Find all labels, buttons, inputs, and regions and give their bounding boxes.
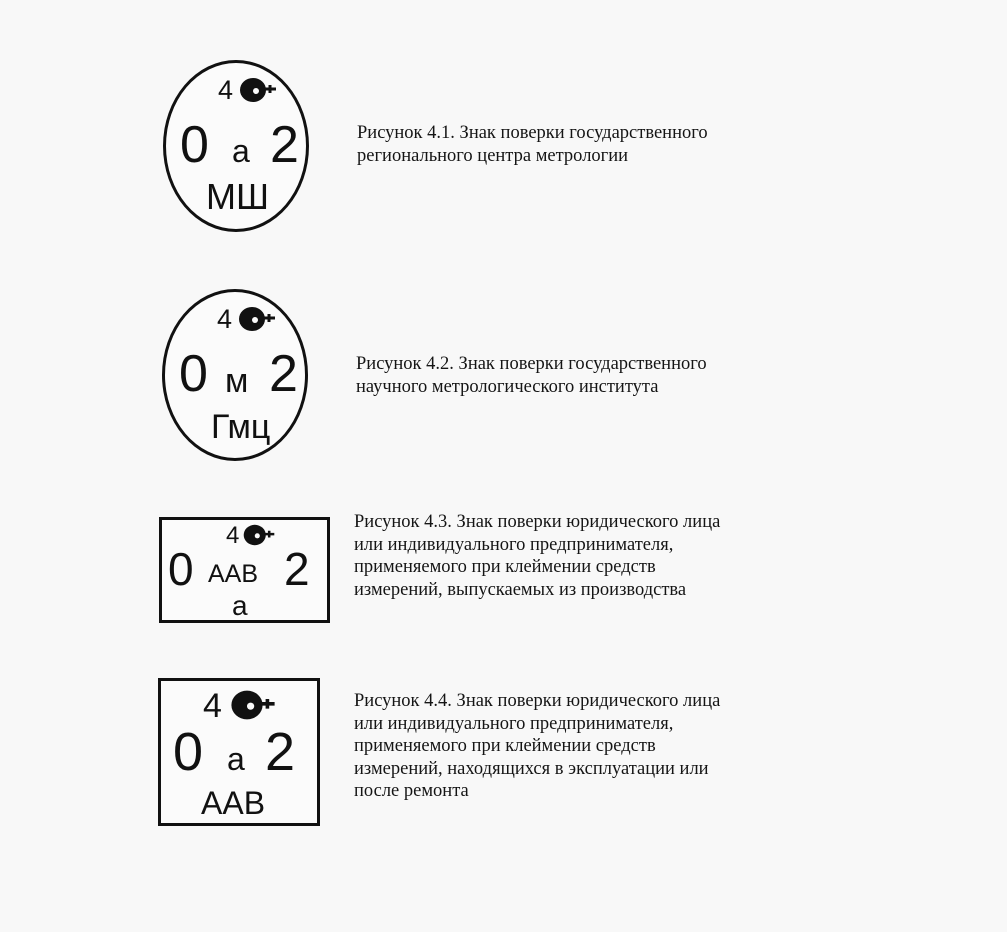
mark-digit-left: 0 (173, 722, 204, 782)
mark-digit-left: 0 (168, 543, 194, 595)
figure-caption-4-4 (354, 690, 720, 803)
mark-digit-right: 2 (284, 543, 310, 595)
mark-digit-right: 2 (270, 116, 299, 174)
caption-line: применяемого при клеймении средств (354, 557, 656, 577)
caption-line: измерений, находящихся в эксплуатации или (354, 758, 709, 779)
figure-caption-4-1 (357, 122, 708, 167)
caption-line: после ремонта (354, 781, 469, 801)
mark-digit-right: 2 (269, 345, 298, 403)
mark-code-bottom: ААВ (201, 785, 266, 821)
caption-line: применяемого при клеймении средств (354, 736, 656, 756)
verification-mark-circle-2 (162, 289, 308, 461)
caption-line: или индивидуального предпринимателя, (354, 713, 674, 734)
mark-letter-center: a (227, 741, 245, 777)
caption-line: Рисунок 4.3. Знак поверки юридического лица (354, 512, 721, 532)
mark-letter-center: м (225, 362, 249, 400)
mark-digit-top: 4 (226, 522, 240, 549)
verification-mark-rect-1 (159, 517, 330, 623)
mark-digit-left: 0 (179, 345, 208, 403)
figure-caption-4-2 (356, 353, 707, 398)
mark-code-bottom: МШ (206, 176, 269, 217)
mark-digit-left: 0 (180, 116, 209, 174)
mark-digit-right: 2 (265, 722, 296, 782)
mark-letter-bottom: a (232, 590, 248, 621)
seal-icon (242, 522, 276, 548)
mark-digit-top: 4 (203, 687, 222, 725)
caption-line: научного метрологического института (356, 376, 659, 397)
mark-code-bottom: Гмц (211, 408, 271, 446)
figure-caption-4-3 (354, 511, 720, 601)
mark-letter-center: a (232, 133, 250, 169)
caption-line: Рисунок 4.4. Знак поверки юридического лица (354, 691, 721, 711)
mark-digit-top: 4 (218, 75, 234, 105)
mark-code-center: ААВ (208, 560, 259, 588)
verification-mark-circle-1 (163, 60, 309, 232)
seal-icon (229, 687, 277, 723)
caption-line: измерений, выпускаемых из производства (354, 579, 687, 600)
verification-mark-rect-2 (158, 678, 320, 826)
seal-icon (237, 304, 277, 334)
mark-digit-top: 4 (217, 304, 233, 334)
caption-line: Рисунок 4.2. Знак поверки государственного (356, 354, 707, 374)
caption-line: Рисунок 4.1. Знак поверки государственного (357, 123, 708, 143)
caption-line: регионального центра метрологии (357, 145, 629, 166)
caption-line: или индивидуального предпринимателя, (354, 534, 674, 555)
seal-icon (238, 75, 278, 105)
